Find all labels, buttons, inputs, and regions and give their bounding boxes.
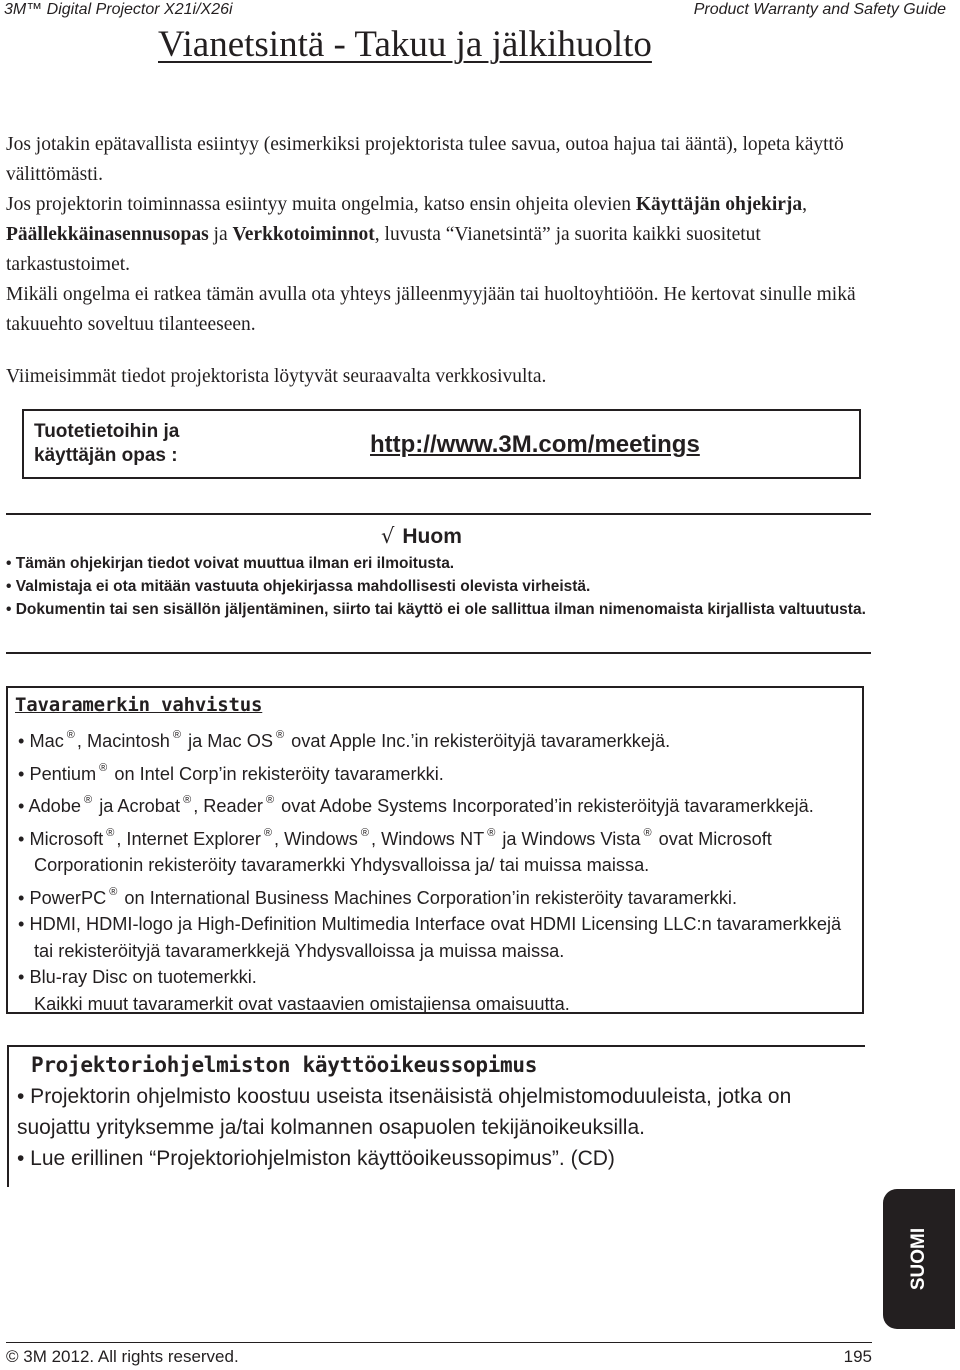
bullet: • bbox=[18, 828, 25, 849]
registered-icon: ® bbox=[275, 729, 285, 741]
registered-icon: ® bbox=[263, 826, 272, 839]
intro-text-run: , luvusta “Vianetsintä” ja suorita kaikki suositetut tarkastustoimet. bbox=[6, 224, 761, 275]
registered-icon: ® bbox=[172, 729, 182, 741]
tm-text: ovat Adobe Systems Incorporated’in rekisteröityjä tavaramerkkejä. bbox=[276, 796, 814, 816]
manual-name-network: Verkkotoiminnot bbox=[232, 224, 375, 245]
trademark-item bbox=[14, 820, 864, 879]
tm-text: ja Windows Vista bbox=[497, 828, 641, 849]
intro-text-run: , bbox=[802, 194, 808, 215]
bullet: • bbox=[18, 731, 25, 751]
copyright: © 3M 2012. All rights reserved. bbox=[6, 1347, 239, 1366]
website-link[interactable]: http://www.3M.com/meetings bbox=[370, 431, 700, 458]
note-item: • Valmistaja ei ota mitään vastuuta ohjekirjassa mahdollisesti olevista virheistä. bbox=[6, 578, 591, 595]
intro-paragraph-3: Mikäli ongelma ei ratkea tämän avulla ota yhteys jälleenmyyjään tai huoltoyhtiöön. He kertovat sinulle mikä takuuehto soveltuu tilanteeseen. bbox=[6, 284, 856, 335]
registered-icon: ® bbox=[360, 826, 369, 839]
page-title: Vianetsintä - Takuu ja jälkihuolto bbox=[158, 24, 652, 65]
trademark-box bbox=[6, 686, 864, 1014]
tm-text: PowerPC bbox=[29, 887, 107, 908]
tm-text: ja Acrobat bbox=[94, 796, 181, 816]
intro-paragraph-1: Jos jotakin epätavallista esiintyy (esimerkiksi projektorista tulee savua, outoa hajua tai ääntä), lopeta käyttö välittömästi. bbox=[6, 134, 844, 185]
tm-text: , Internet Explorer bbox=[116, 828, 261, 849]
checkmark-icon: √ bbox=[381, 524, 395, 548]
tm-text: ovat Microsoft Corporationin rekisteröity tavaramerkki Yhdysvalloissa ja/ tai muissa maissa. bbox=[34, 828, 772, 875]
header-guide-title: Product Warranty and Safety Guide bbox=[693, 1, 946, 18]
trademark-item bbox=[14, 722, 864, 755]
trademark-item bbox=[14, 755, 864, 788]
note-item: • Tämän ohjekirjan tiedot voivat muuttua ilman eri ilmoitusta. bbox=[6, 555, 455, 572]
trademark-item bbox=[14, 964, 864, 991]
trademark-item bbox=[14, 879, 864, 912]
software-license-title: Projektoriohjelmiston käyttöoikeussopimus bbox=[31, 1053, 538, 1077]
trademark-item bbox=[14, 787, 864, 820]
tm-text: on Intel Corp’in rekisteröity tavaramerkki. bbox=[109, 763, 444, 784]
registered-icon: ® bbox=[109, 885, 118, 898]
running-header bbox=[4, 0, 946, 22]
tm-text: , Windows bbox=[274, 828, 358, 849]
tm-text: Blu-ray Disc on tuotemerkki. bbox=[29, 967, 257, 987]
tm-text: Mac bbox=[29, 731, 64, 751]
note-heading bbox=[381, 521, 866, 552]
registered-icon: ® bbox=[265, 794, 275, 806]
tm-text: on International Business Machines Corporation’in rekisteröity tavaramerkki. bbox=[119, 887, 738, 908]
tm-text: ja Mac OS bbox=[183, 731, 273, 751]
software-item: • Lue erillinen “Projektoriohjelmiston käyttöoikeussopimus”. (CD) bbox=[17, 1147, 615, 1170]
page-number: 195 bbox=[843, 1347, 872, 1366]
divider bbox=[6, 652, 871, 654]
bullet: • bbox=[18, 796, 25, 816]
intro-paragraph-2 bbox=[6, 190, 856, 280]
bullet: • bbox=[18, 914, 25, 934]
bullet: • bbox=[18, 763, 25, 784]
software-item: • Projektorin ohjelmisto koostuu useista itsenäisistä ohjelmistomoduuleista, jotka on suojattu yrityksemme ja/tai kolmannen osapuolen tekijänoikeuksilla. bbox=[17, 1085, 792, 1139]
language-tab bbox=[883, 1189, 955, 1329]
latest-info-text: Viimeisimmät tiedot projektorista löytyvät seuraavalta verkkosivulta. bbox=[6, 366, 547, 387]
divider bbox=[6, 513, 871, 515]
website-box bbox=[22, 409, 861, 479]
footer-divider bbox=[6, 1342, 872, 1343]
note-section bbox=[6, 521, 866, 621]
tm-text: HDMI, HDMI-logo ja High-Definition Multimedia Interface ovat HDMI Licensing LLC:n tavaramerkkejä tai rekisteröityjä tavaramerkkejä Yhdysvalloissa ja muissa maissa. bbox=[29, 914, 842, 961]
bullet: • bbox=[18, 967, 25, 987]
header-product: 3M™ Digital Projector X21i/X26i bbox=[4, 1, 233, 18]
registered-icon: ® bbox=[99, 761, 108, 774]
registered-icon: ® bbox=[66, 729, 75, 741]
manual-name-user-guide: Käyttäjän ohjekirja bbox=[635, 194, 803, 215]
language-tab-label: SUOMI bbox=[908, 1227, 929, 1291]
tm-text: ovat Apple Inc.’in rekisteröityjä tavaramerkkejä. bbox=[286, 731, 671, 751]
registered-icon: ® bbox=[643, 826, 652, 839]
tm-text: , Reader bbox=[193, 796, 263, 816]
intro-text-run: ja bbox=[208, 224, 233, 245]
website-label: Tuotetietoihin ja käyttäjän opas : bbox=[34, 421, 180, 466]
tm-text: Adobe bbox=[28, 796, 82, 816]
tm-text: , Macintosh bbox=[76, 731, 170, 751]
trademark-item: Kaikki muut tavaramerkit ovat vastaavien omistajiensa omaisuutta. bbox=[34, 993, 570, 1014]
note-title: Huom bbox=[402, 525, 462, 548]
registered-icon: ® bbox=[183, 794, 192, 806]
intro-text-run: Jos projektorin toiminnassa esiintyy muita ongelmia, katso ensin ohjeita olevien bbox=[6, 194, 636, 215]
registered-icon: ® bbox=[487, 826, 496, 839]
bullet: • bbox=[18, 887, 25, 908]
trademark-title: Tavaramerkin vahvistus bbox=[15, 694, 263, 716]
tm-text: Microsoft bbox=[29, 828, 104, 849]
tm-text: Pentium bbox=[29, 763, 97, 784]
registered-icon: ® bbox=[106, 826, 115, 839]
trademark-item bbox=[14, 911, 864, 964]
manual-name-stacking-guide: Päällekkäinasennusopas bbox=[6, 224, 209, 245]
registered-icon: ® bbox=[84, 794, 93, 806]
note-item: • Dokumentin tai sen sisällön jäljentäminen, siirto tai käyttö ei ole sallittua ilman nimenomaista kirjallista valtuutusta. bbox=[6, 601, 866, 618]
tm-text: , Windows NT bbox=[371, 828, 485, 849]
intro-text bbox=[6, 130, 856, 340]
software-license-box bbox=[7, 1045, 865, 1187]
